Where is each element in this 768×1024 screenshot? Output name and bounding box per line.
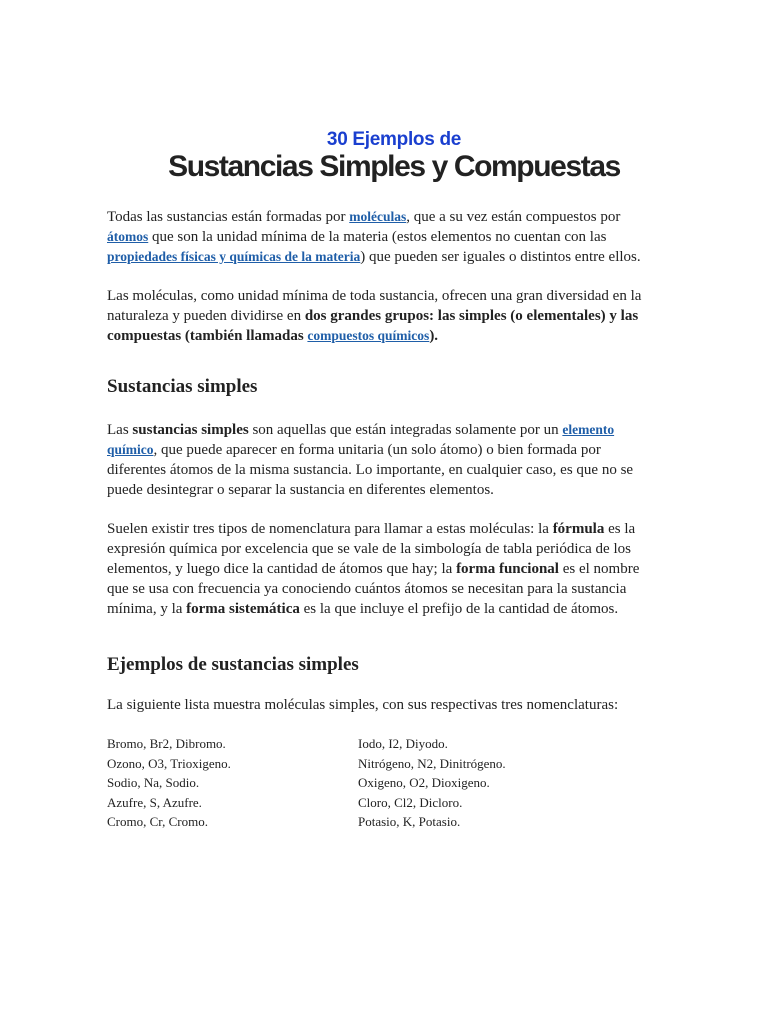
text: Las: [107, 422, 133, 438]
bold-text: forma sistemática: [186, 601, 300, 617]
link-propiedades[interactable]: propiedades físicas y químicas de la materia: [107, 249, 361, 264]
examples-list: [107, 734, 652, 832]
nomenclature-paragraph: [107, 519, 652, 619]
link-atomos[interactable]: átomos: [107, 229, 149, 244]
article-body: [107, 205, 652, 832]
text: ) que pueden ser iguales o distintos entre ellos.: [360, 249, 641, 265]
list-item: Iodo, I2, Diyodo.: [358, 736, 448, 751]
bold-text: ).: [429, 328, 439, 344]
text: es la expresión química por excelencia que se vale de la simbología de tabla periódica de los elementos, y luego dice la cantidad de átomos que hay; la: [107, 521, 636, 577]
text: , que a su vez están compuestos por: [406, 209, 621, 225]
text: es la que incluye el prefijo de la cantidad de átomos.: [299, 601, 619, 617]
intro-paragraph: [107, 207, 652, 267]
bold-text: forma funcional: [456, 561, 559, 577]
list-item: Bromo, Br2, Dibromo.: [107, 736, 226, 751]
text: , que puede aparecer en forma unitaria (un solo átomo) o bien formada por diferentes átomos de la misma sustancia. Lo importante, en cualquier caso, es que no se puede desintegrar o separar la sustancia en diferentes elementos.: [107, 442, 634, 498]
text: Suelen existir tres tipos de nomenclatura para llamar a estas moléculas: la: [107, 521, 553, 537]
bold-text: dos grandes grupos: las simples (o elementales) y las compuestas (también llamadas: [107, 308, 639, 344]
text: son aquellas que están integradas solamente por un: [248, 422, 563, 438]
text: Todas las sustancias están formadas por: [107, 209, 350, 225]
bold-text: fórmula: [552, 521, 605, 537]
list-item: Nitrógeno, N2, Dinitrógeno.: [358, 755, 506, 771]
groups-paragraph: [107, 286, 652, 346]
list-item: Potasio, K, Potasio.: [358, 814, 461, 829]
list-item: Azufre, S, Azufre.: [107, 794, 202, 810]
list-item: Oxigeno, O2, Dioxigeno.: [358, 775, 490, 790]
heading-sustancias-simples: Sustancias simples: [107, 376, 258, 397]
list-item: Cloro, Cl2, Dicloro.: [358, 794, 463, 810]
list-item: Sodio, Na, Sodio.: [107, 775, 200, 790]
text: que son la unidad mínima de la materia (estos elementos no cuentan con las: [148, 229, 607, 245]
link-moleculas[interactable]: moléculas: [349, 209, 407, 224]
kicker-title: 30 Ejemplos de: [326, 129, 462, 150]
examples-column-right: [358, 734, 609, 832]
text: Las moléculas, como unidad mínima de toda sustancia, ofrecen una gran diversidad en la naturaleza y pueden dividirse en: [107, 288, 642, 324]
page-title: Sustancias Simples y Compuestas: [168, 150, 620, 183]
examples-column-left: [107, 734, 358, 832]
examples-intro: La siguiente lista muestra moléculas simples, con sus respectivas tres nomenclaturas:: [107, 697, 619, 713]
heading-ejemplos: Ejemplos de sustancias simples: [107, 654, 359, 675]
list-item: Ozono, O3, Trioxigeno.: [107, 755, 231, 771]
simples-paragraph: [107, 420, 652, 500]
text: es el nombre que se usa con frecuencia ya conociendo cuántos átomos se necesitan para la sustancia mínima, y la: [107, 561, 640, 617]
link-compuestos-quimicos[interactable]: compuestos químicos: [307, 328, 430, 343]
list-item: Cromo, Cr, Cromo.: [107, 814, 208, 829]
bold-text: sustancias simples: [132, 422, 249, 438]
link-elemento-quimico[interactable]: elemento químico: [107, 422, 615, 457]
